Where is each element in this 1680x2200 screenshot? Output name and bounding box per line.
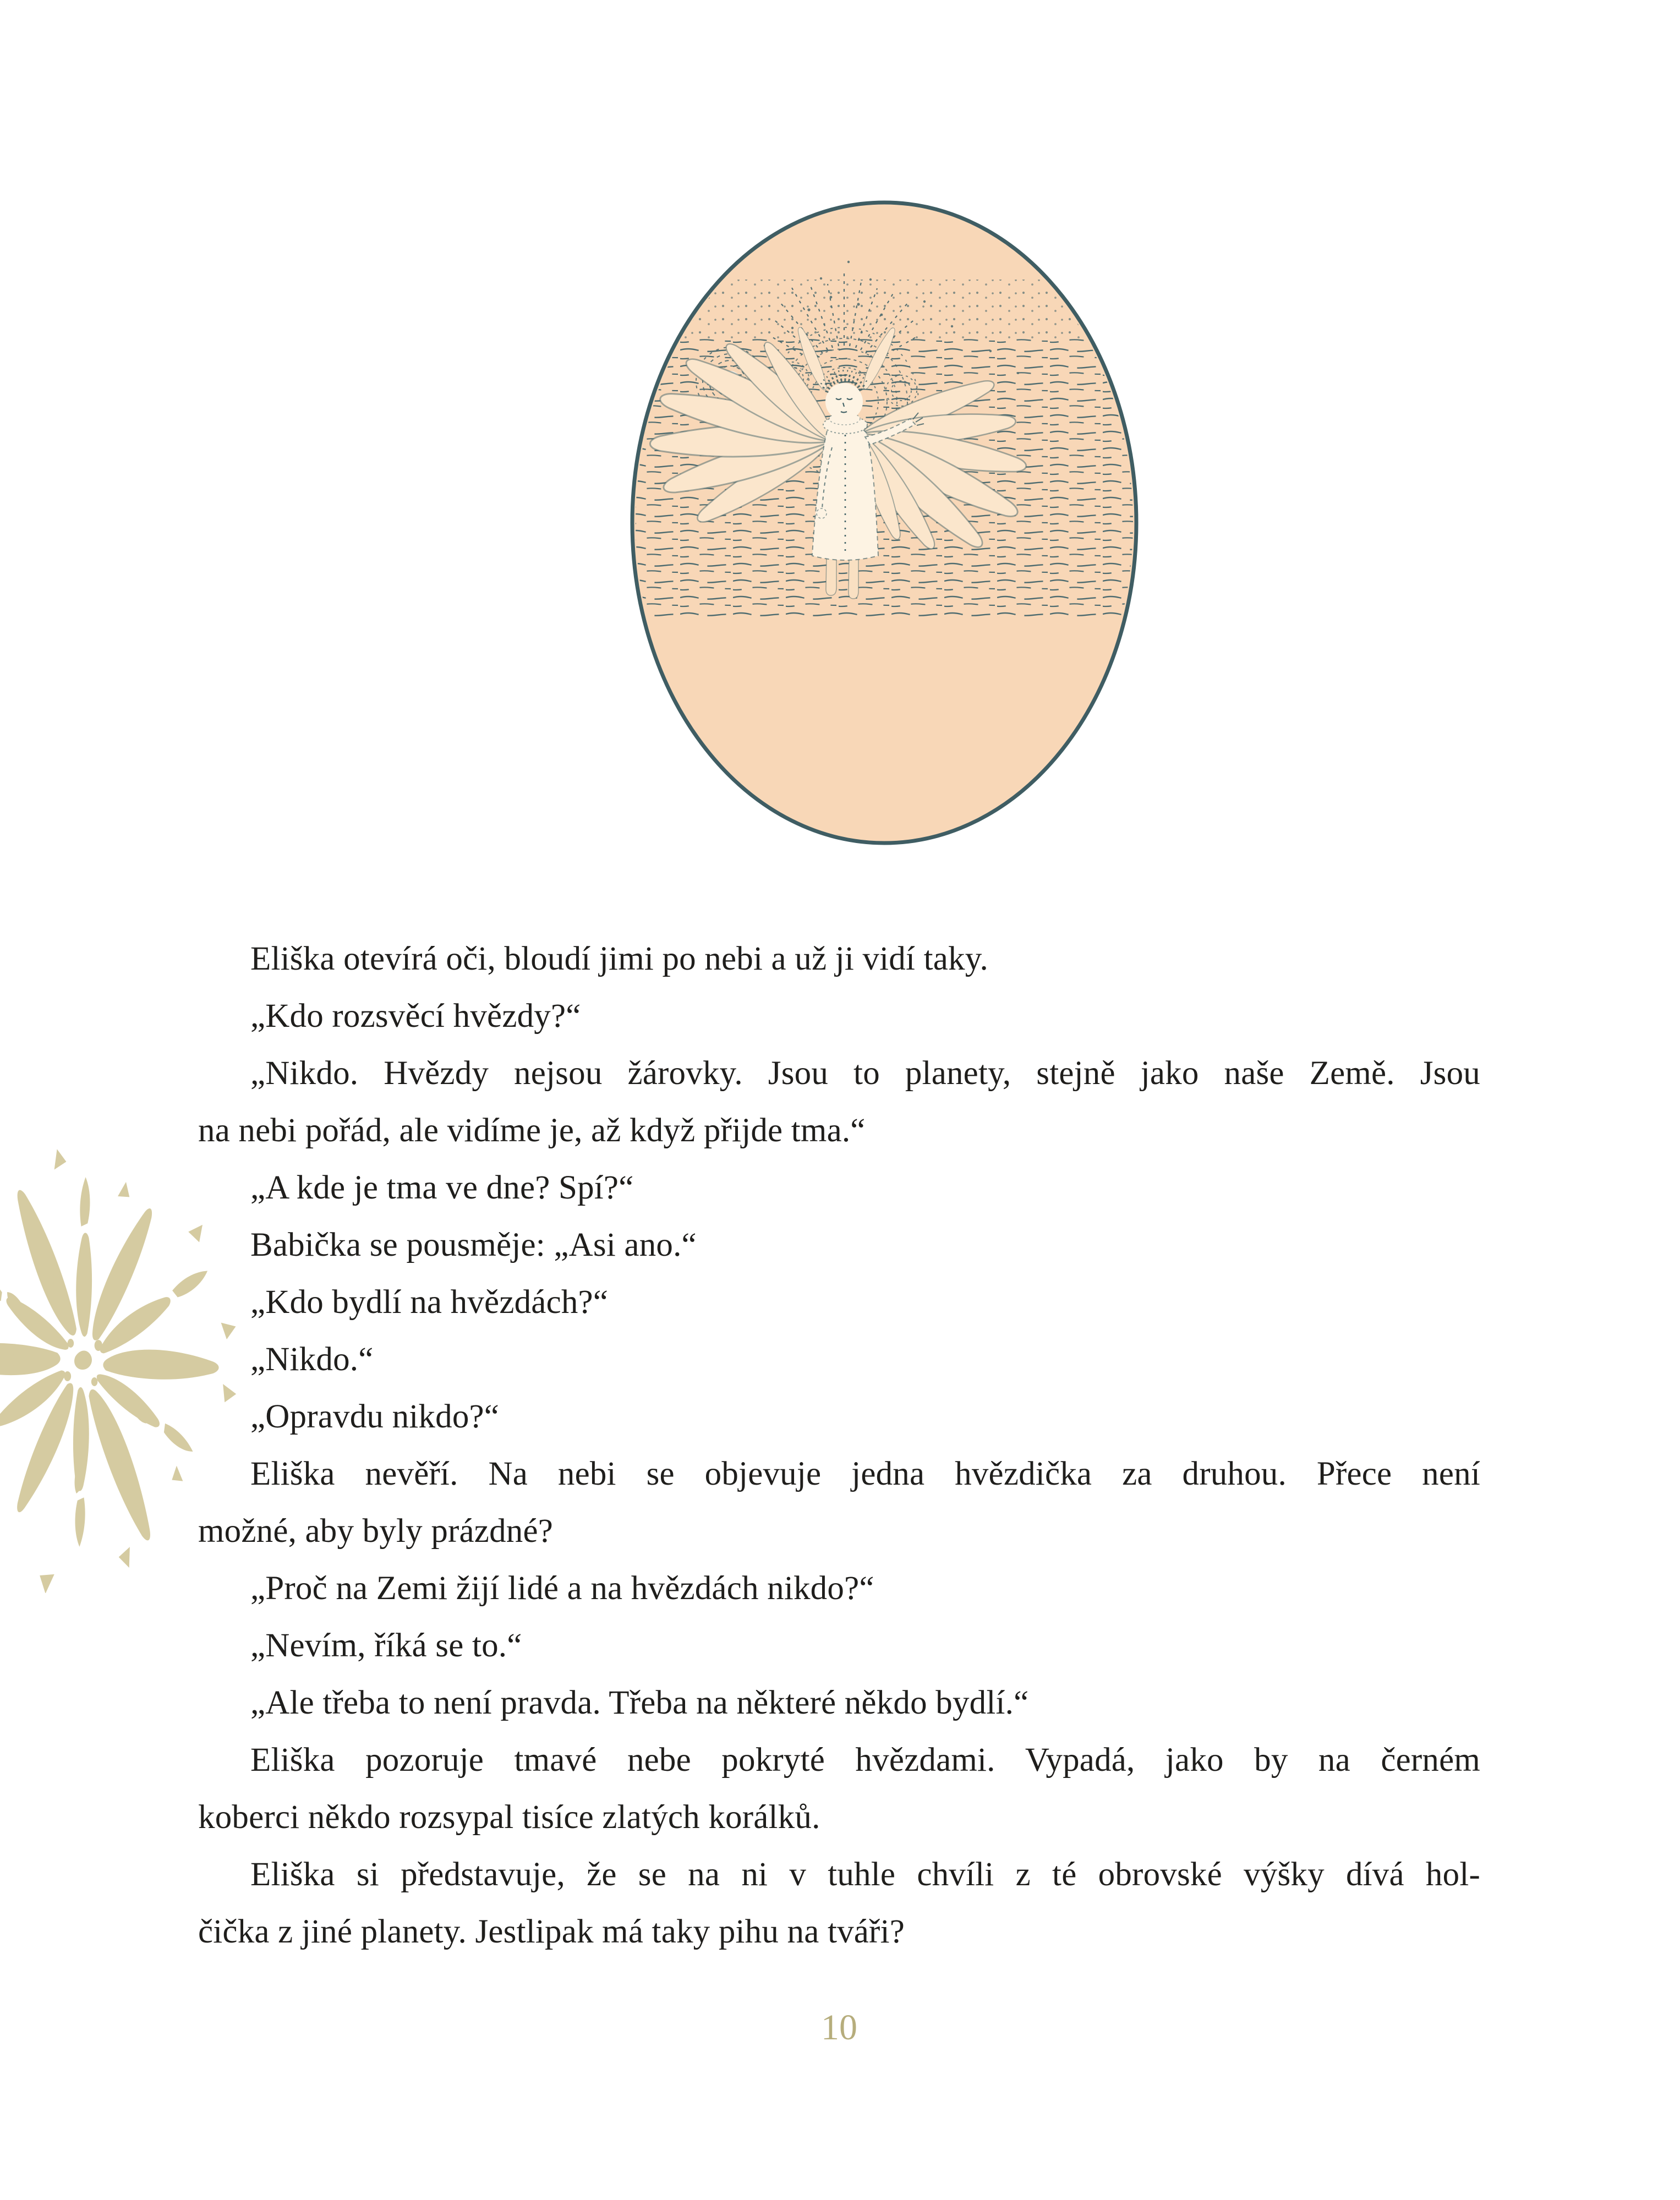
text-line: „Nikdo.“ <box>250 1341 374 1378</box>
page-number: 10 <box>821 2007 857 2048</box>
text-line: „Opravdu nikdo?“ <box>250 1398 500 1435</box>
text-line: „Ale třeba to není pravda. Třeba na některé někdo bydlí.“ <box>250 1684 1029 1721</box>
text-line: možné, aby byly prázdné? <box>198 1513 554 1550</box>
text-line: „Kdo rozsvěcí hvězdy?“ <box>250 998 581 1035</box>
text-line: Eliška otevírá oči, bloudí jimi po nebi a už ji vidí taky. <box>250 940 988 977</box>
text-line: Babička se pousměje: „Asi ano.“ <box>250 1227 697 1263</box>
illustration-svg <box>627 197 1141 849</box>
text-line: čička z jiné planety. Jestlipak má taky pihu na tváři? <box>198 1913 905 1950</box>
text-line: Eliška si představuje, že se na ni v tuhle chvíli z té obrovské výšky dívá hol- <box>250 1856 1480 1893</box>
text-line: koberci někdo rozsypal tisíce zlatých korálků. <box>198 1799 820 1836</box>
illustration <box>627 197 1141 849</box>
body-text <box>198 931 1480 1961</box>
text-line: Eliška pozoruje tmavé nebe pokryté hvězdami. Vypadá, jako by na černém <box>250 1742 1480 1778</box>
text-line: na nebi pořád, ale vidíme je, až když přijde tma.“ <box>198 1112 866 1149</box>
text-line: „A kde je tma ve dne? Spí?“ <box>250 1169 634 1206</box>
text-line: „Nevím, říká se to.“ <box>250 1627 522 1664</box>
text-line: Eliška nevěří. Na nebi se objevuje jedna hvězdička za druhou. Přece není <box>250 1455 1480 1492</box>
text-line: „Proč na Zemi žijí lidé a na hvězdách nikdo?“ <box>250 1570 874 1607</box>
text-line: „Kdo bydlí na hvězdách?“ <box>250 1284 609 1321</box>
text-line: „Nikdo. Hvězdy nejsou žárovky. Jsou to planety, stejně jako naše Země. Jsou <box>250 1055 1480 1092</box>
